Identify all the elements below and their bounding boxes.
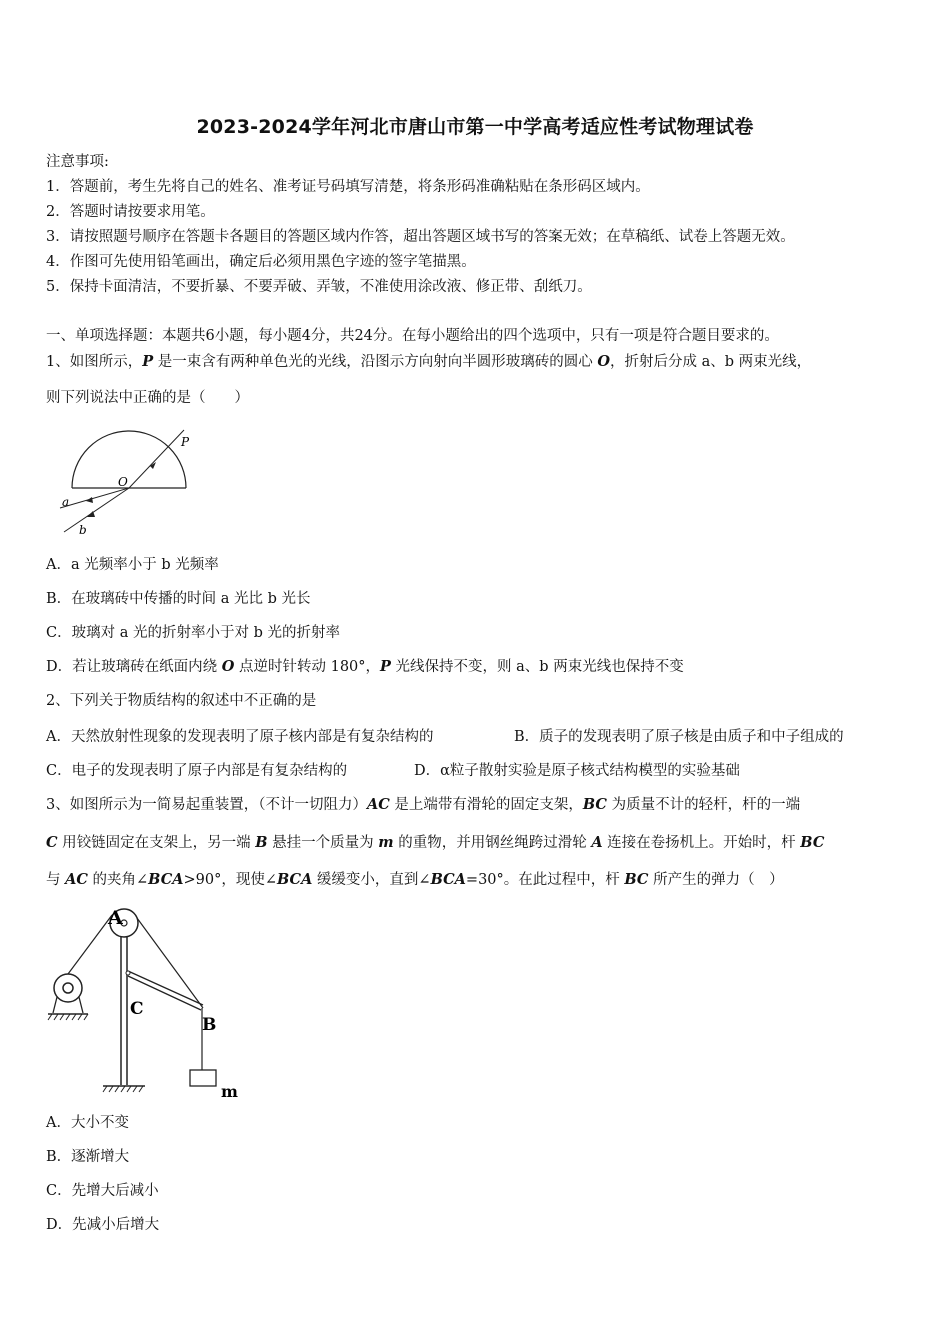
cable-to-b [137,918,203,1008]
q1-option-c: C．玻璃对 a 光的折射率小于对 b 光的折射率 [46,625,340,641]
winch-outer [54,974,82,1002]
notice-item-4: 4．作图可先使用铅笔画出，确定后必须用黑色字迹的签字笔描黑。 [46,254,476,270]
refracted-ray-a [60,488,129,508]
q3-option-c: C．先增大后减小 [46,1183,159,1199]
winch-leg-left [53,997,57,1013]
q1-option-d: D．若让玻璃砖在纸面内绕 O 点逆时针转动 180°，P 光线保持不变，则 a、b 两束光线也保持不变 [46,658,684,675]
label-a: A [108,907,123,929]
q1-stem-line2: 则下列说法中正确的是（ ） [46,390,249,406]
support-ground-hatch [103,1086,143,1092]
q2-option-b: B．质子的发现表明了原子核是由质子和中子组成的 [514,729,844,745]
q3-option-a: A．大小不变 [46,1115,129,1131]
q3-stem-line2: C 用铰链固定在支架上，另一端 B 悬挂一个质量为 m 的重物，并用钢丝绳跨过滑轮 A 连接在卷扬机上。开始时，杆 BC [46,834,825,851]
label-p: P [181,435,190,449]
winch-inner [63,983,73,993]
q1-option-b: B．在玻璃砖中传播的时间 a 光比 b 光长 [46,591,311,607]
notice-item-5: 5．保持卡面清洁，不要折暴、不要弄破、弄皱，不准使用涂改液、修正带、刮纸刀。 [46,279,592,295]
q1-stem-line1: 1、如图所示，P 是一束含有两种单色光的光线，沿图示方向射向半圆形玻璃砖的圆心 O，折射后分成 a、b 两束光线， [46,353,812,370]
label-m: m [221,1082,238,1101]
refracted-ray-b [64,488,129,532]
q2-option-a: A．天然放射性现象的发现表明了原子核内部是有复杂结构的 [46,729,434,745]
page-title: 2023-2024学年河北市唐山市第一中学高考适应性考试物理试卷 [196,116,754,138]
cable-to-winch [68,915,112,974]
q3-option-b: B．逐渐增大 [46,1149,130,1165]
q1-figure [52,420,202,545]
q3-figure [45,900,245,1105]
label-o: O [118,475,128,489]
weight-m [190,1070,216,1086]
q2-stem: 2、下列关于物质结构的叙述中不正确的是 [46,693,317,709]
notice-heading: 注意事项: [46,154,109,170]
semicircle-glass-arc [72,431,186,488]
label-b: B [202,1015,217,1035]
section-heading: 一、单项选择题：本题共6小题，每小题4分，共24分。在每小题给出的四个选项中，只有一项是符合题目要求的。 [46,328,779,344]
q2-option-d: D．α粒子散射实验是原子核式结构模型的实验基础 [414,763,740,779]
notice-item-1: 1．答题前，考生先将自己的姓名、准考证号码填写清楚，将条形码准确粘贴在条形码区域内。 [46,179,650,195]
winch-leg-right [79,997,83,1013]
q1-option-a: A．a 光频率小于 b 光频率 [46,557,219,573]
q3-stem-line1: 3、如图所示为一简易起重装置，（不计一切阻力）AC 是上端带有滑轮的固定支架，BC 为质量不计的轻杆，杆的一端 [46,796,801,813]
q3-option-d: D．先减小后增大 [46,1217,160,1233]
notice-item-2: 2．答题时请按要求用笔。 [46,204,215,220]
label-a: a [62,495,70,509]
notice-item-3: 3．请按照题号顺序在答题卡各题目的答题区域内作答，超出答题区域书写的答案无效；在草稿纸、试卷上答题无效。 [46,229,795,245]
label-c: C [130,999,144,1019]
hinge-c [126,971,130,975]
q3-stem-line3: 与 AC 的夹角∠BCA>90°，现使∠BCA 缓缓变小，直到∠BCA=30°。在此过程中，杆 BC 所产生的弹力（ ） [46,871,784,888]
label-b: b [79,523,87,537]
incident-ray-p [129,430,184,488]
winch-ground-hatch [48,1014,88,1020]
q2-option-c: C．电子的发现表明了原子内部是有复杂结构的 [46,763,348,779]
